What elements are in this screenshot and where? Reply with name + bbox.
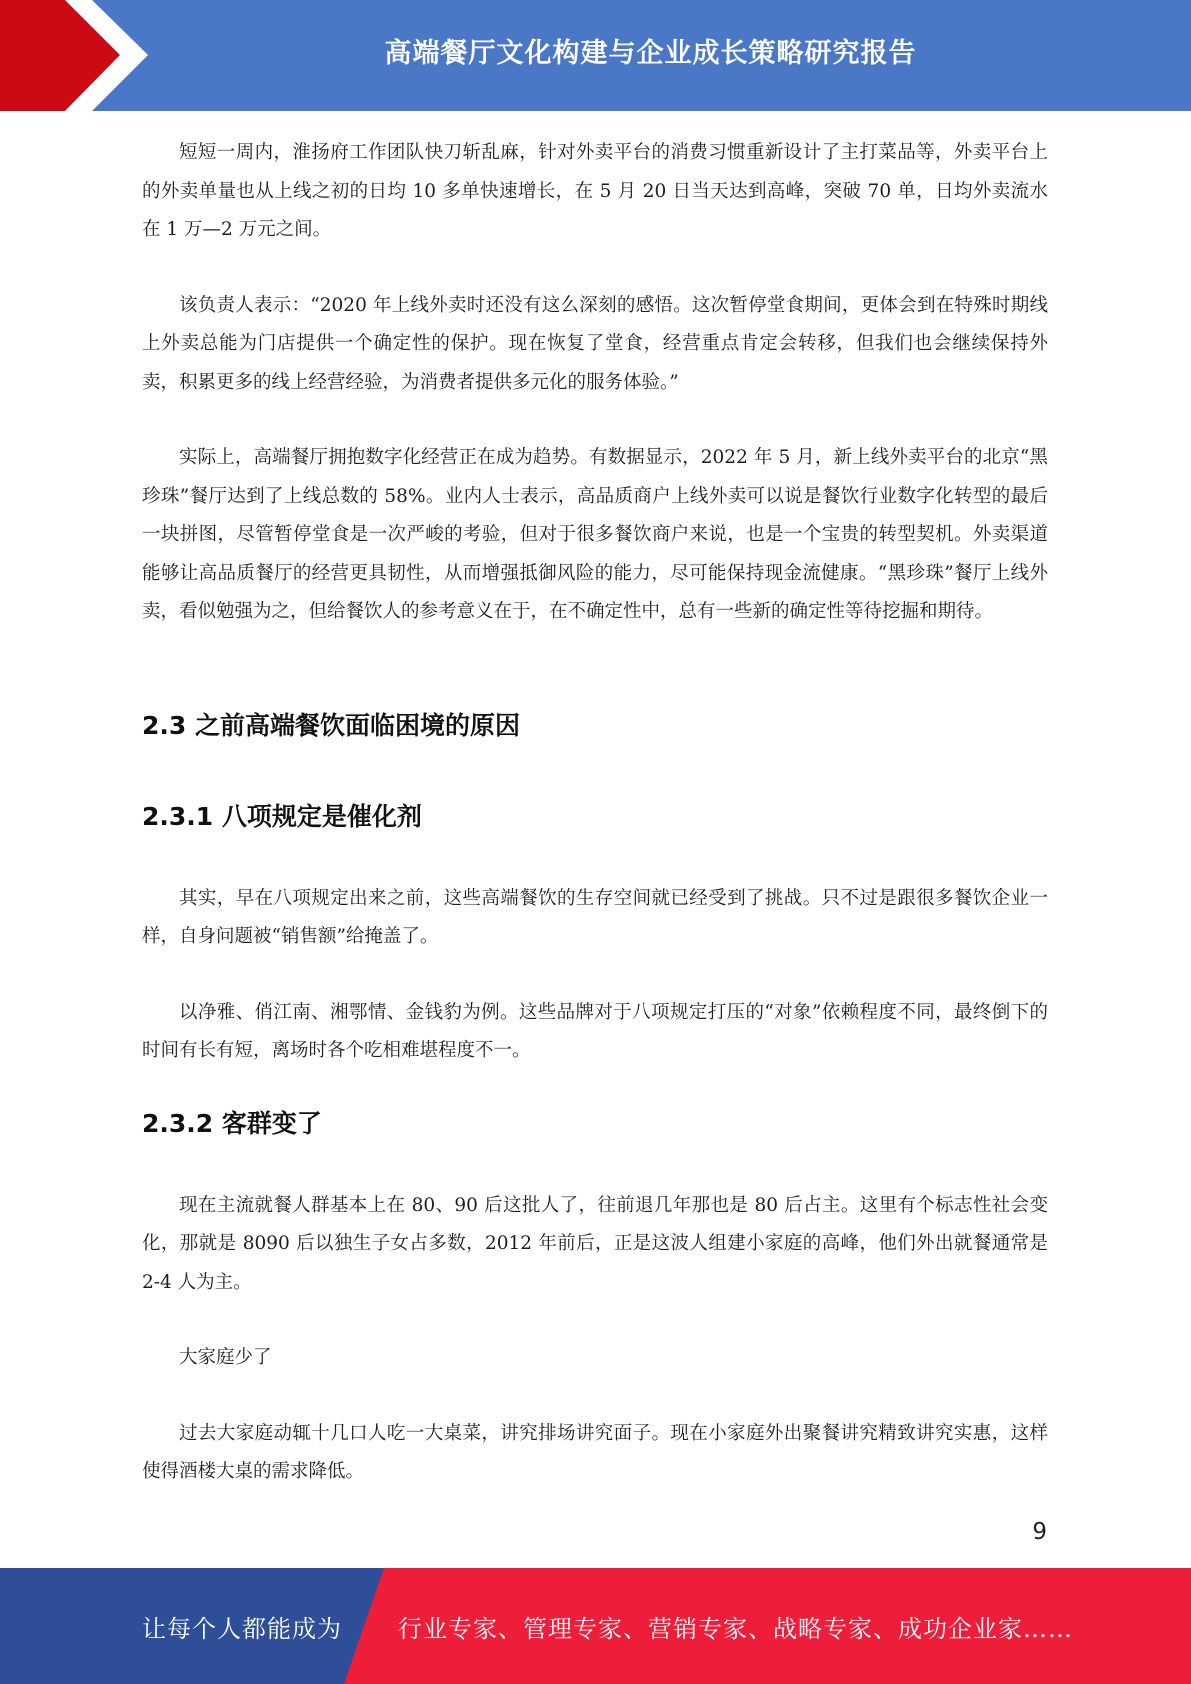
paragraph-2: 该负责人表示：“2020 年上线外卖时还没有这么深刻的感悟。这次暂停堂食期间，更体会到在特殊时期线上外卖总能为门店提供一个确定性的保护。现在恢复了堂食，经营重点肯定会转移，但我们也会继续保持外卖，积累更多的线上经营经验，为消费者提供多元化的服务体验。” (142, 294, 1048, 393)
page-header (0, 0, 1191, 111)
section-heading-2-3-2: 2.3.2 客群变了 (142, 1108, 322, 1138)
paragraph-1: 短短一周内，淮扬府工作团队快刀斩乱麻，针对外卖平台的消费习惯重新设计了主打菜品等，外卖平台上的外卖单量也从上线之初的日均 10 多单快速增长，在 5 月 20 日当天达到高峰，突破 70 单，日均外卖流水在 1 万—2 万元之间。 (142, 142, 1048, 240)
page-footer (0, 1568, 1191, 1684)
paragraph-8: 过去大家庭动辄十几口人吃一大桌菜，讲究排场讲究面子。现在小家庭外出聚餐讲究精致讲究实惠，这样使得酒楼大桌的需求降低。 (142, 1422, 1048, 1482)
paragraph-4: 其实，早在八项规定出来之前，这些高端餐饮的生存空间就已经受到了挑战。只不过是跟很多餐饮企业一样，自身问题被“销售额”给掩盖了。 (142, 887, 1048, 947)
paragraph-6: 现在主流就餐人群基本上在 80、90 后这批人了，往前退几年那也是 80 后占主。这里有个标志性社会变化，那就是 8090 后以独生子女占多数，2012 年前后，正是这波人组建小家庭的高峰，他们外出就餐通常是 2-4 人为主。 (142, 1194, 1048, 1293)
paragraph-3: 实际上，高端餐厅拥抱数字化经营正在成为趋势。有数据显示，2022 年 5 月，新上线外卖平台的北京“黑珍珠”餐厅达到了上线总数的 58%。业内人士表示，高品质商户上线外卖可以说是餐饮行业数字化转型的最后一块拼图，尽管暂停堂食是一次严峻的考验，但对于很多餐饮商户来说，也是一个宝贵的转型契机。外卖渠道能够让高品质餐厅的经营更具韧性，从而增强抵御风险的能力，尽可能保持现金流健康。“黑珍珠”餐厅上线外卖，看似勉强为之，但给餐饮人的参考意义在于，在不确定性中，总有一些新的确定性等待挖掘和期待。 (142, 447, 1048, 622)
footer-slogan-left: 让每个人都能成为 (142, 1614, 342, 1643)
header-title: 高端餐厅文化构建与企业成长策略研究报告 (384, 37, 917, 69)
page-number: 9 (1032, 1519, 1047, 1545)
footer-slogan-right: 行业专家、管理专家、营销专家、战略专家、成功企业家…… (398, 1614, 1073, 1643)
page-content (142, 134, 1048, 1492)
section-heading-2-3: 2.3 之前高端餐饮面临困境的原因 (142, 710, 520, 740)
section-heading-2-3-1: 2.3.1 八项规定是催化剂 (142, 801, 422, 831)
paragraph-7: 大家庭少了 (179, 1347, 272, 1368)
paragraph-5: 以净雅、俏江南、湘鄂情、金钱豹为例。这些品牌对于八项规定打压的“对象”依赖程度不同，最终倒下的时间有长有短，离场时各个吃相难堪程度不一。 (142, 1001, 1048, 1061)
